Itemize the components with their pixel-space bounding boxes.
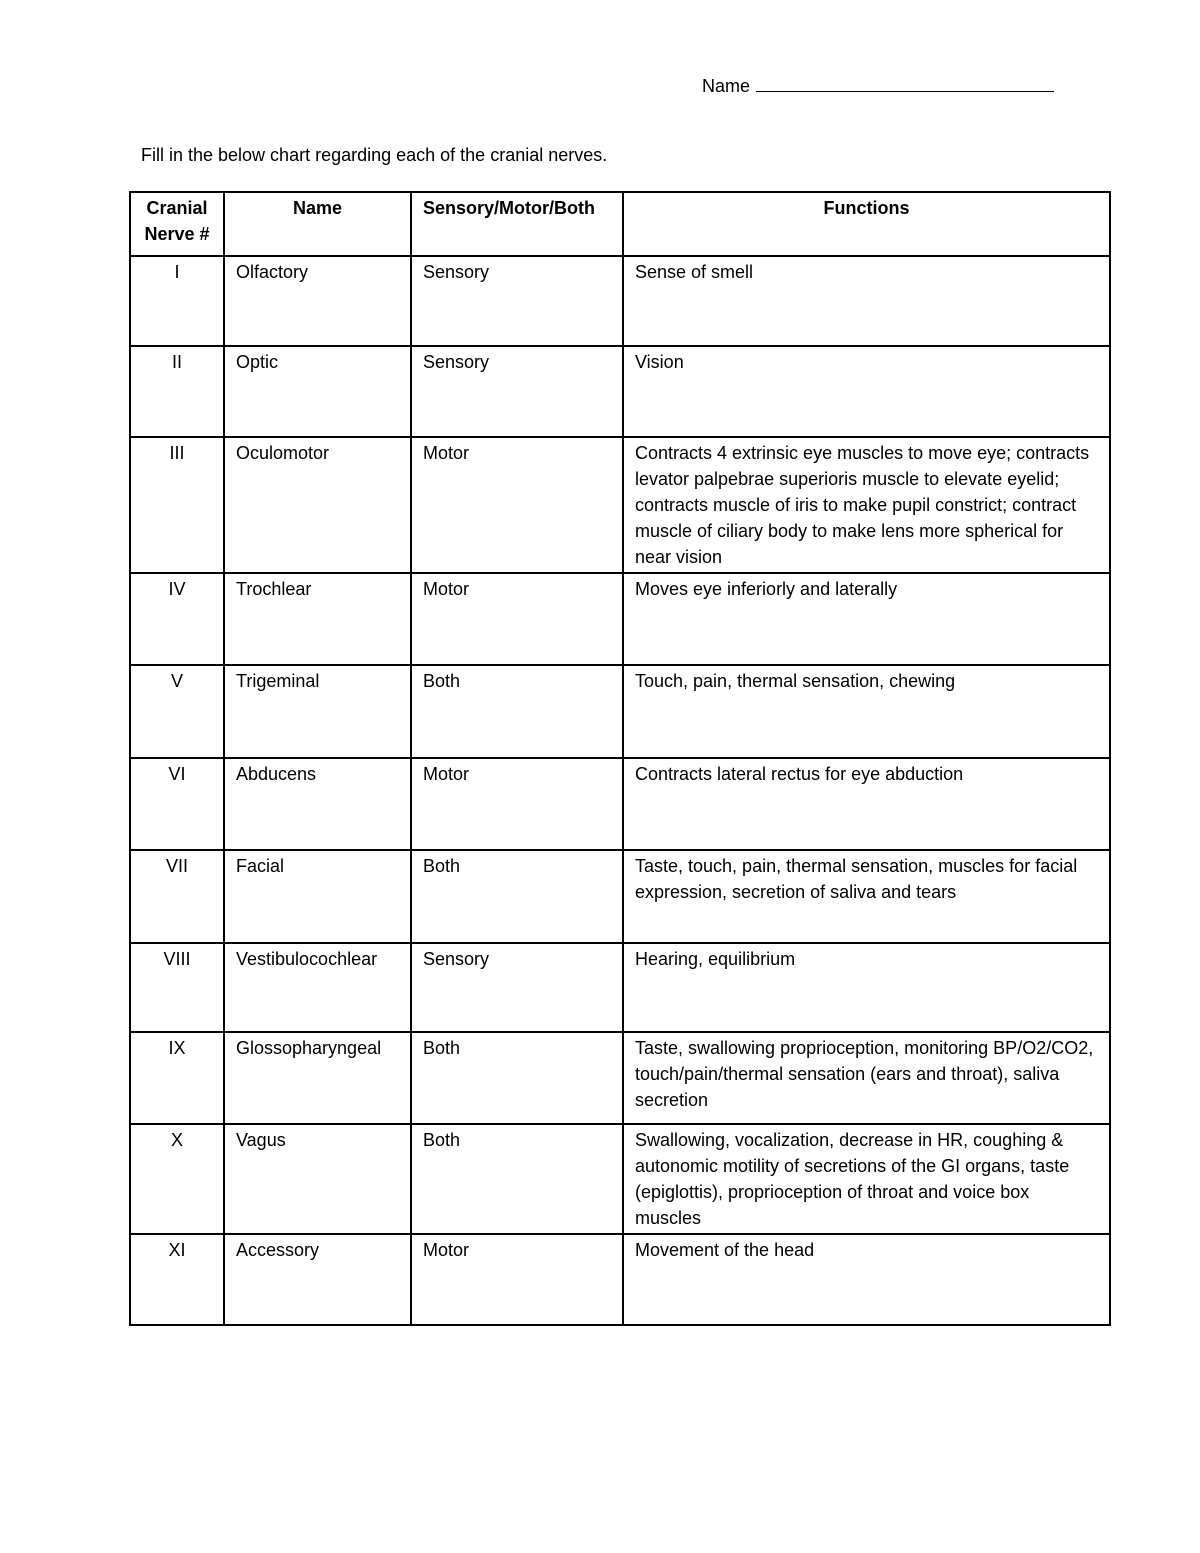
nerve-function: Movement of the head xyxy=(623,1234,1110,1325)
nerve-number: XI xyxy=(130,1234,224,1325)
nerve-number: V xyxy=(130,665,224,758)
table-row xyxy=(130,346,1110,437)
table-row xyxy=(130,1124,1110,1234)
nerve-type: Sensory xyxy=(411,943,623,1032)
nerve-name: Vestibulocochlear xyxy=(224,943,411,1032)
table-row xyxy=(130,665,1110,758)
name-field xyxy=(702,74,1054,97)
name-blank-line[interactable] xyxy=(756,74,1054,92)
nerve-name: Vagus xyxy=(224,1124,411,1234)
table-header-row xyxy=(130,192,1110,256)
nerve-name: Optic xyxy=(224,346,411,437)
nerve-name: Glossopharyngeal xyxy=(224,1032,411,1124)
table-row xyxy=(130,256,1110,346)
table-row xyxy=(130,758,1110,850)
nerve-function: Touch, pain, thermal sensation, chewing xyxy=(623,665,1110,758)
table-row xyxy=(130,573,1110,665)
nerve-type: Both xyxy=(411,665,623,758)
nerve-function: Contracts lateral rectus for eye abduction xyxy=(623,758,1110,850)
header-functions: Functions xyxy=(623,192,1110,256)
cranial-nerves-table xyxy=(129,191,1111,1326)
nerve-function: Taste, swallowing proprioception, monitoring BP/O2/CO2, touch/pain/thermal sensation (ears and throat), saliva secretion xyxy=(623,1032,1110,1124)
nerve-function: Hearing, equilibrium xyxy=(623,943,1110,1032)
nerve-name: Abducens xyxy=(224,758,411,850)
nerve-number: VIII xyxy=(130,943,224,1032)
nerve-type: Both xyxy=(411,1124,623,1234)
nerve-number: II xyxy=(130,346,224,437)
table-row xyxy=(130,437,1110,573)
nerve-number: IX xyxy=(130,1032,224,1124)
nerve-number: IV xyxy=(130,573,224,665)
nerve-type: Sensory xyxy=(411,346,623,437)
nerve-name: Accessory xyxy=(224,1234,411,1325)
nerve-function: Vision xyxy=(623,346,1110,437)
header-sensory-motor-both: Sensory/Motor/Both xyxy=(411,192,623,256)
nerve-name: Trochlear xyxy=(224,573,411,665)
nerve-function: Taste, touch, pain, thermal sensation, muscles for facial expression, secretion of saliva and tears xyxy=(623,850,1110,943)
nerve-name: Facial xyxy=(224,850,411,943)
nerve-function: Moves eye inferiorly and laterally xyxy=(623,573,1110,665)
nerve-type: Motor xyxy=(411,1234,623,1325)
table-row xyxy=(130,1032,1110,1124)
nerve-name: Olfactory xyxy=(224,256,411,346)
header-name: Name xyxy=(224,192,411,256)
nerve-type: Sensory xyxy=(411,256,623,346)
nerve-type: Both xyxy=(411,1032,623,1124)
nerve-function: Swallowing, vocalization, decrease in HR, coughing & autonomic motility of secretions of the GI organs, taste (epiglottis), proprioception of throat and voice box muscles xyxy=(623,1124,1110,1234)
nerve-type: Motor xyxy=(411,437,623,573)
nerve-number: VII xyxy=(130,850,224,943)
nerve-function: Sense of smell xyxy=(623,256,1110,346)
nerve-number: X xyxy=(130,1124,224,1234)
nerve-name: Trigeminal xyxy=(224,665,411,758)
name-label: Name xyxy=(702,76,751,96)
nerve-number: III xyxy=(130,437,224,573)
nerve-type: Both xyxy=(411,850,623,943)
nerve-function: Contracts 4 extrinsic eye muscles to move eye; contracts levator palpebrae superioris muscle to elevate eyelid; contracts muscle of iris to make pupil constrict; contract muscle of ciliary body to make lens more spherical for near vision xyxy=(623,437,1110,573)
nerve-number: I xyxy=(130,256,224,346)
nerve-type: Motor xyxy=(411,573,623,665)
nerve-type: Motor xyxy=(411,758,623,850)
instructions-text: Fill in the below chart regarding each of the cranial nerves. xyxy=(141,145,608,165)
nerve-name: Oculomotor xyxy=(224,437,411,573)
table-row xyxy=(130,1234,1110,1325)
nerve-number: VI xyxy=(130,758,224,850)
header-cranial-nerve-number: Cranial Nerve # xyxy=(130,192,224,256)
table-row xyxy=(130,943,1110,1032)
table-row xyxy=(130,850,1110,943)
